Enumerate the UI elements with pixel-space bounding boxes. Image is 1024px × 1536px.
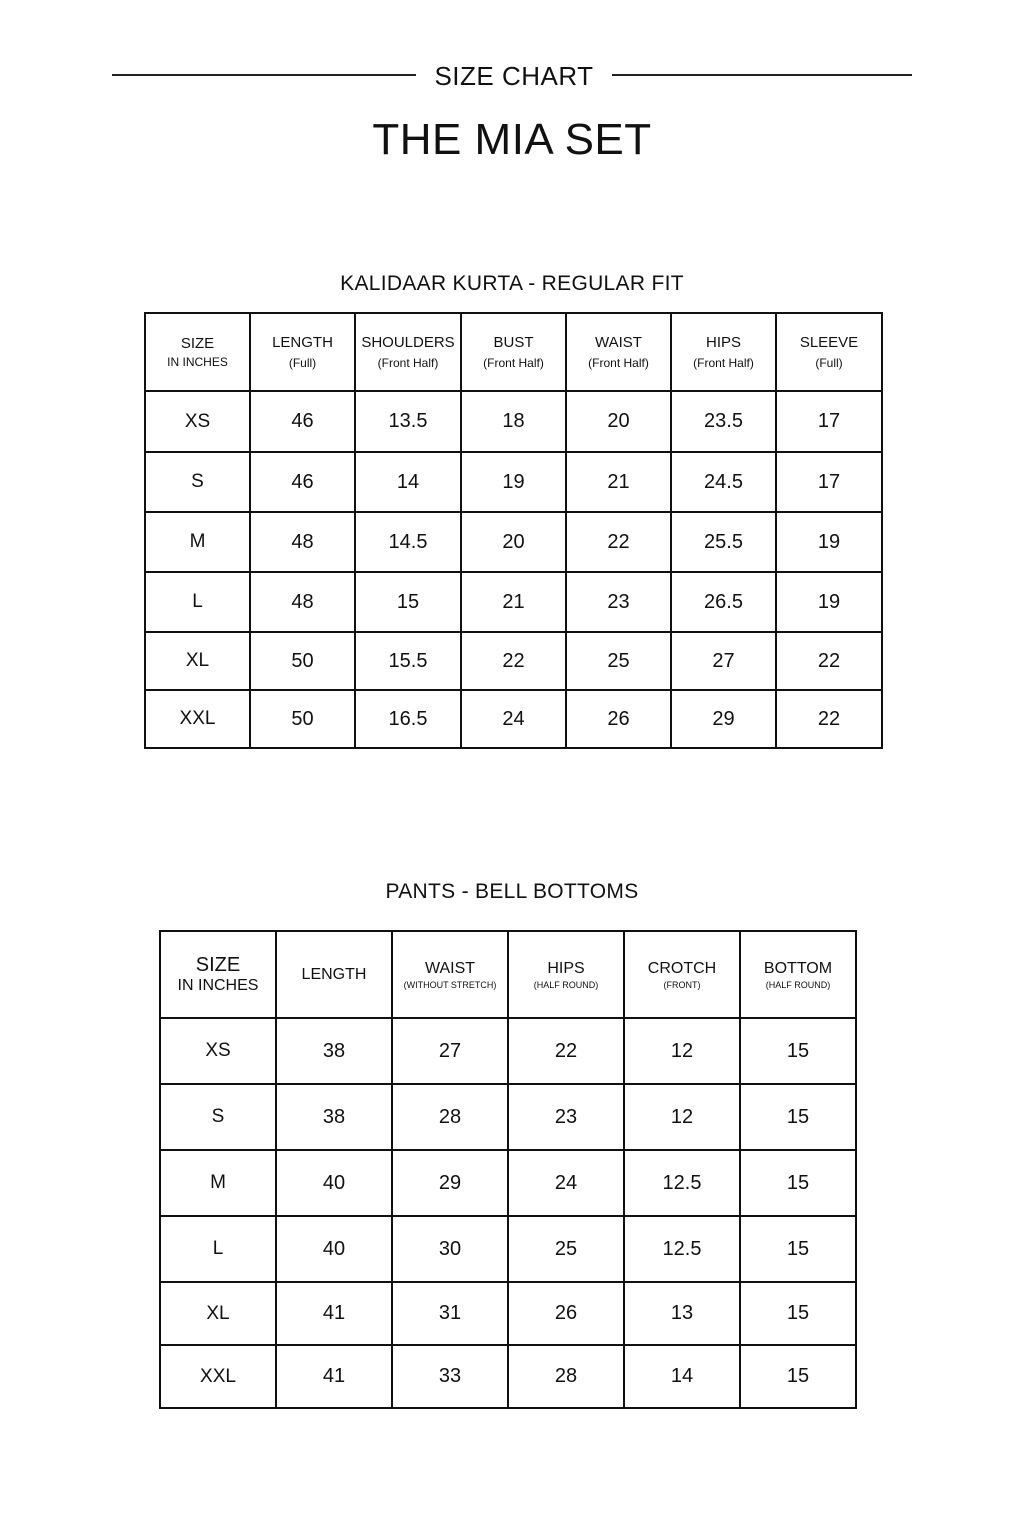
header-label: WAIST	[424, 959, 476, 977]
table-row	[145, 572, 882, 632]
value-cell: 15	[740, 1150, 856, 1216]
value-cell: 29	[671, 690, 776, 748]
value-cell: 14.5	[355, 512, 461, 572]
kurta-header-sleeve	[776, 313, 882, 391]
value-cell: 19	[461, 452, 566, 512]
value-cell: 22	[461, 632, 566, 690]
value-cell: 19	[776, 572, 882, 632]
value-cell: 15	[355, 572, 461, 632]
value-cell: 15	[740, 1018, 856, 1084]
table-row	[145, 512, 882, 572]
value-cell: 25	[566, 632, 671, 690]
value-cell: 41	[276, 1345, 392, 1408]
pants-header-waist	[392, 931, 508, 1018]
table-row	[145, 452, 882, 512]
size-cell: L	[145, 572, 250, 632]
table-row	[145, 690, 882, 748]
header-rule-right	[612, 74, 912, 76]
value-cell: 48	[250, 572, 355, 632]
header-sublabel: (Front Half)	[377, 356, 439, 370]
header-sublabel: (Full)	[288, 356, 317, 370]
size-cell: XL	[160, 1282, 276, 1345]
table-row	[160, 1282, 856, 1345]
header-label: CROTCH	[647, 959, 717, 977]
value-cell: 24	[508, 1150, 624, 1216]
value-cell: 26	[566, 690, 671, 748]
table-row	[160, 1018, 856, 1084]
pants-section-title: PANTS - BELL BOTTOMS	[385, 880, 639, 903]
value-cell: 21	[461, 572, 566, 632]
size-cell: M	[145, 512, 250, 572]
header-label: SIZE	[180, 335, 215, 352]
header-sublabel: (Front Half)	[693, 356, 754, 370]
value-cell: 19	[776, 512, 882, 572]
value-cell: 50	[250, 632, 355, 690]
value-cell: 16.5	[355, 690, 461, 748]
header-label: LENGTH	[301, 965, 367, 983]
value-cell: 13.5	[355, 391, 461, 452]
value-cell: 50	[250, 690, 355, 748]
value-cell: 33	[392, 1345, 508, 1408]
size-cell: M	[160, 1150, 276, 1216]
size-cell: L	[160, 1216, 276, 1282]
value-cell: 20	[566, 391, 671, 452]
size-cell: S	[145, 452, 250, 512]
value-cell: 22	[566, 512, 671, 572]
value-cell: 48	[250, 512, 355, 572]
value-cell: 29	[392, 1150, 508, 1216]
value-cell: 15.5	[355, 632, 461, 690]
kurta-header-bust	[461, 313, 566, 391]
value-cell: 23	[566, 572, 671, 632]
value-cell: 21	[566, 452, 671, 512]
header-sublabel: IN INCHES	[167, 355, 228, 369]
value-cell: 22	[776, 690, 882, 748]
value-cell: 17	[776, 452, 882, 512]
value-cell: 12	[624, 1084, 740, 1150]
value-cell: 12	[624, 1018, 740, 1084]
size-cell: XXL	[160, 1345, 276, 1408]
kurta-header-waist	[566, 313, 671, 391]
header-sublabel: (Full)	[815, 356, 843, 370]
header-label: SLEEVE	[799, 334, 859, 351]
kurta-section-title: KALIDAAR KURTA - REGULAR FIT	[340, 272, 684, 295]
size-cell: XXL	[145, 690, 250, 748]
value-cell: 22	[776, 632, 882, 690]
value-cell: 41	[276, 1282, 392, 1345]
size-cell: S	[160, 1084, 276, 1150]
value-cell: 12.5	[624, 1216, 740, 1282]
header-sublabel: (HALF ROUND)	[533, 979, 599, 990]
value-cell: 15	[740, 1084, 856, 1150]
table-row	[160, 1084, 856, 1150]
kurta-size-table	[144, 312, 883, 749]
value-cell: 27	[392, 1018, 508, 1084]
table-row	[145, 632, 882, 690]
header-label: BUST	[493, 334, 534, 351]
value-cell: 20	[461, 512, 566, 572]
header-rule-left	[112, 74, 416, 76]
value-cell: 14	[624, 1345, 740, 1408]
value-cell: 38	[276, 1084, 392, 1150]
value-cell: 14	[355, 452, 461, 512]
size-cell: XL	[145, 632, 250, 690]
header-sublabel: (FRONT)	[663, 979, 701, 990]
header-label: BOTTOM	[763, 959, 833, 977]
header-label: SHOULDERS	[361, 334, 455, 351]
value-cell: 13	[624, 1282, 740, 1345]
value-cell: 22	[508, 1018, 624, 1084]
value-cell: 25.5	[671, 512, 776, 572]
value-cell: 15	[740, 1216, 856, 1282]
value-cell: 28	[392, 1084, 508, 1150]
value-cell: 40	[276, 1150, 392, 1216]
kurta-header-size	[145, 313, 250, 391]
value-cell: 12.5	[624, 1150, 740, 1216]
value-cell: 46	[250, 452, 355, 512]
kurta-header-hips	[671, 313, 776, 391]
value-cell: 26	[508, 1282, 624, 1345]
table-row	[160, 1216, 856, 1282]
value-cell: 46	[250, 391, 355, 452]
value-cell: 23.5	[671, 391, 776, 452]
header-sublabel: (Front Half)	[483, 356, 544, 370]
pants-header-bottom	[740, 931, 856, 1018]
header-sublabel: IN INCHES	[177, 976, 259, 994]
pants-header-row	[160, 931, 856, 1018]
value-cell: 27	[671, 632, 776, 690]
size-cell: XS	[145, 391, 250, 452]
value-cell: 15	[740, 1345, 856, 1408]
value-cell: 28	[508, 1345, 624, 1408]
header-label: WAIST	[595, 334, 642, 351]
value-cell: 25	[508, 1216, 624, 1282]
header-label: HIPS	[705, 334, 741, 351]
table-row	[160, 1150, 856, 1216]
value-cell: 17	[776, 391, 882, 452]
value-cell: 24	[461, 690, 566, 748]
header-label: SIZE	[195, 953, 241, 976]
value-cell: 31	[392, 1282, 508, 1345]
table-row	[160, 1345, 856, 1408]
kurta-header-row	[145, 313, 882, 391]
value-cell: 23	[508, 1084, 624, 1150]
pants-header-hips	[508, 931, 624, 1018]
pants-header-crotch	[624, 931, 740, 1018]
value-cell: 24.5	[671, 452, 776, 512]
size-cell: XS	[160, 1018, 276, 1084]
value-cell: 15	[740, 1282, 856, 1345]
value-cell: 30	[392, 1216, 508, 1282]
value-cell: 26.5	[671, 572, 776, 632]
size-chart-label: SIZE CHART	[434, 61, 594, 91]
header-sublabel: (HALF ROUND)	[765, 979, 831, 990]
value-cell: 18	[461, 391, 566, 452]
value-cell: 40	[276, 1216, 392, 1282]
value-cell: 38	[276, 1018, 392, 1084]
pants-size-table	[159, 930, 857, 1409]
pants-header-length	[276, 931, 392, 1018]
kurta-header-length	[250, 313, 355, 391]
header-sublabel: (Front Half)	[588, 356, 649, 370]
header-label: LENGTH	[272, 334, 333, 351]
table-row	[145, 391, 882, 452]
header-label: HIPS	[547, 959, 585, 977]
kurta-header-shoulders	[355, 313, 461, 391]
pants-header-size	[160, 931, 276, 1018]
header-sublabel: (WITHOUT STRETCH)	[403, 979, 497, 990]
page-title: THE MIA SET	[372, 115, 652, 164]
